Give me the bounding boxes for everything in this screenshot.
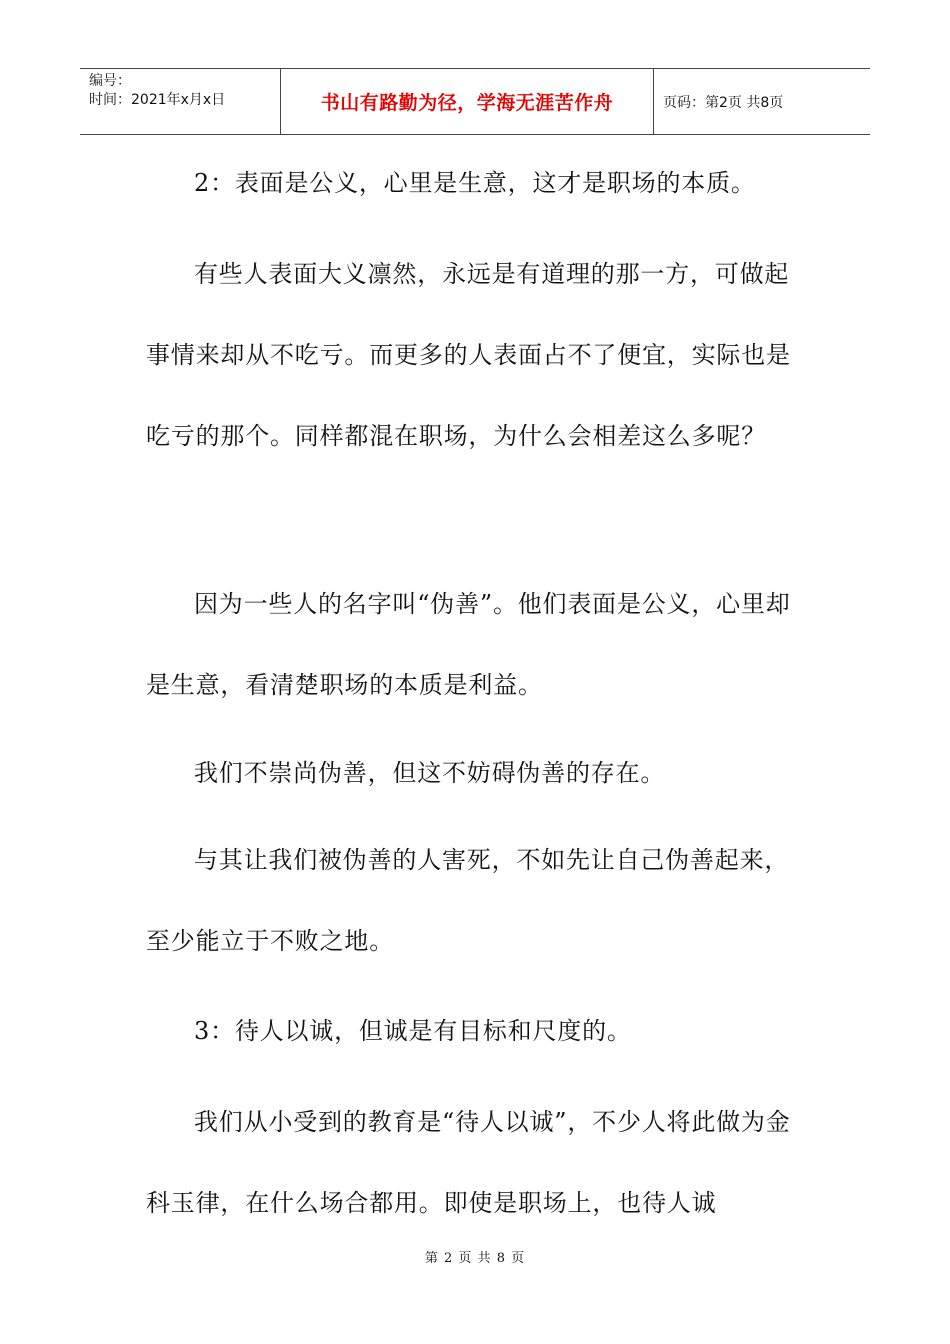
header-meta bbox=[80, 69, 281, 134]
paragraph-heading-2: 2：表面是公义，心里是生意，这才是职场的本质。 bbox=[194, 169, 756, 197]
paragraph-heading-3: 3：待人以诚，但诚是有目标和尺度的。 bbox=[194, 1017, 632, 1045]
paragraph: 因为一些人的名字叫“伪善”。他们表面是公义，心里却是生意，看清楚职场的本质是利益。 bbox=[146, 590, 791, 699]
paragraph: 有些人表面大义凛然，永远是有道理的那一方，可做起事情来却从不吃亏。而更多的人表面占不了便宜，实际也是吃亏的那个。同样都混在职场，为什么会相差这么多呢？ bbox=[146, 260, 791, 450]
paragraph: 我们不崇尚伪善，但这不妨碍伪善的存在。 bbox=[194, 759, 666, 787]
paragraph: 我们从小受到的教育是“待人以诚”，不少人将此做为金科玉律，在什么场合都用。即使是职场上，也待人诚 bbox=[146, 1108, 791, 1217]
document-date-label: 时间：2021年x月x日 bbox=[89, 92, 226, 108]
document-number-label: 编号： bbox=[89, 73, 131, 89]
page-footer: 第 2 页 共 8 页 bbox=[424, 1251, 526, 1266]
header-motto: 书山有路勤为径，学海无涯苦作舟 bbox=[281, 69, 654, 134]
page-header bbox=[80, 68, 870, 135]
header-page-number: 页码：第2页 共8页 bbox=[663, 94, 784, 111]
paragraph: 与其让我们被伪善的人害死，不如先让自己伪善起来，至少能立于不败之地。 bbox=[146, 846, 790, 955]
